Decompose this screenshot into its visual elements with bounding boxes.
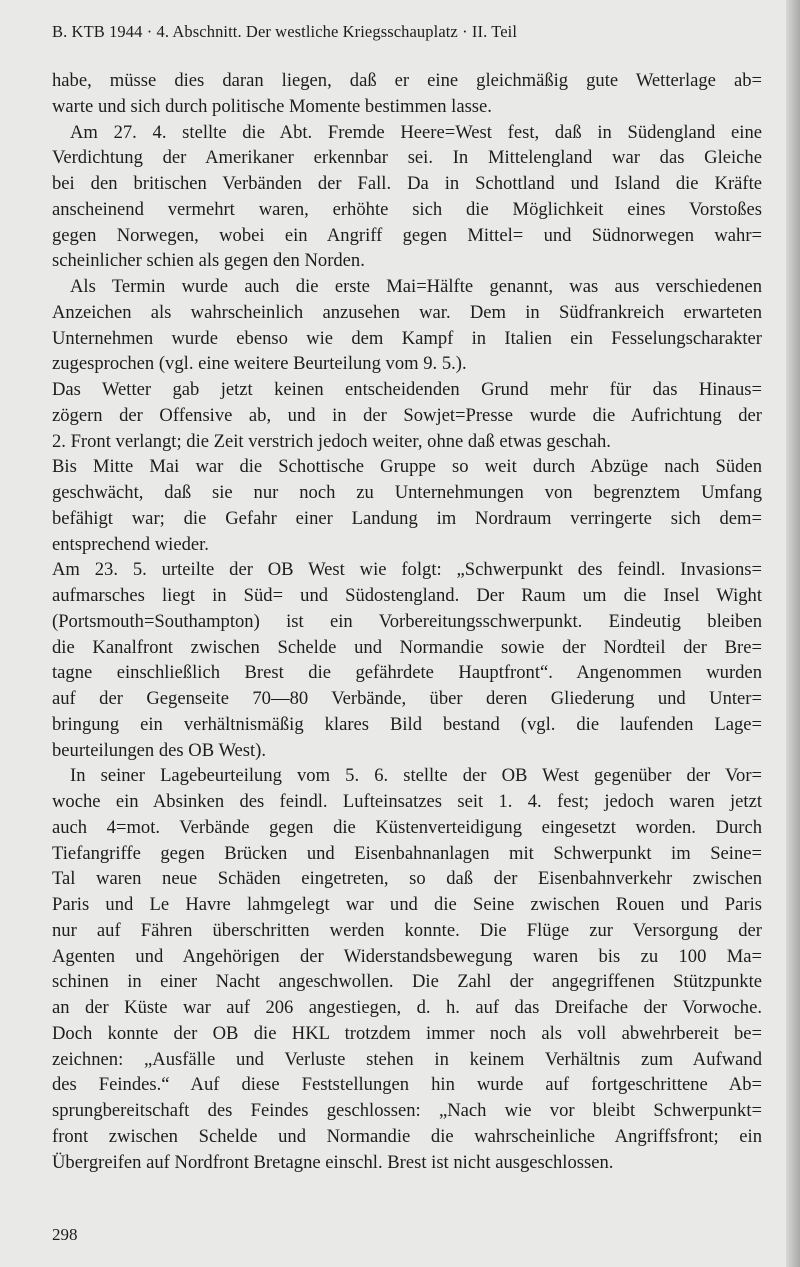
text-line: Bis Mitte Mai war die Schottische Gruppe so weit durch Abzüge nach Süden xyxy=(52,456,762,478)
body-text xyxy=(52,68,762,1175)
text-line: Verdichtung der Amerikaner erkennbar sei. In Mittelengland war das Gleiche xyxy=(52,147,762,169)
text-line: anscheinend vermehrt waren, erhöhte sich die Möglichkeit eines Vorstoßes xyxy=(52,198,762,220)
text-line: Unternehmen wurde ebenso wie dem Kampf in Italien ein Fesselungscharakter xyxy=(52,327,762,349)
text-line: befähigt war; die Gefahr einer Landung im Nordraum verringerte sich dem= xyxy=(52,507,762,529)
text-line: 2. Front verlangt; die Zeit verstrich jedoch weiter, ohne daß etwas geschah. xyxy=(52,430,611,452)
text-line: bei den britischen Verbänden der Fall. Da in Schottland und Island die Kräfte xyxy=(52,173,762,194)
text-line: Am 27. 4. stellte die Abt. Fremde Heere=West fest, daß in Südengland eine xyxy=(70,121,762,143)
text-line: Übergreifen auf Nordfront Bretagne einschl. Brest ist nicht ausgeschlossen. xyxy=(52,1151,614,1173)
page-edge-shadow xyxy=(786,0,800,1267)
paragraph xyxy=(52,763,762,1175)
text-line: geschwächt, daß sie nur noch zu Unternehmungen von begrenztem Umfang xyxy=(52,482,762,503)
text-line: Doch konnte der OB die HKL trotzdem immer noch als voll abwehrbereit be= xyxy=(52,1022,762,1044)
running-header: B. KTB 1944 · 4. Abschnitt. Der westliche Kriegsschauplatz · II. Teil xyxy=(52,22,518,41)
text-line: zugesprochen (vgl. eine weitere Beurteilung vom 9. 5.). xyxy=(52,353,467,375)
text-line: Tiefangriffe gegen Brücken und Eisenbahnanlagen mit Schwerpunkt im Seine= xyxy=(52,842,762,864)
text-line: gegen Norwegen, wobei ein Angriff gegen Mittel= und Südnorwegen wahr= xyxy=(52,224,762,246)
paragraph xyxy=(52,377,762,454)
page-number: 298 xyxy=(52,1225,78,1244)
paragraph xyxy=(52,274,762,377)
text-line: Paris und Le Havre lahmgelegt war und die Seine zwischen Rouen und Paris xyxy=(52,894,762,915)
text-line: aufmarsches liegt in Süd= und Südostengland. Der Raum um die Insel Wight xyxy=(52,585,762,606)
text-line: beurteilungen des OB West). xyxy=(52,739,267,761)
text-line: Als Termin wurde auch die erste Mai=Hälfte genannt, was aus verschiedenen xyxy=(70,276,762,297)
text-line: Am 23. 5. urteilte der OB West wie folgt: „Schwerpunkt des feindl. Invasions= xyxy=(52,559,762,581)
text-line: In seiner Lagebeurteilung vom 5. 6. stellte der OB West gegenüber der Vor= xyxy=(70,765,762,787)
text-line: zeichnen: „Ausfälle und Verluste stehen in keinem Verhältnis zum Aufwand xyxy=(52,1048,762,1070)
text-line: nur auf Fähren überschritten werden konnte. Die Flüge zur Versorgung der xyxy=(52,919,762,941)
text-line: sprungbereitschaft des Feindes geschlossen: „Nach wie vor bleibt Schwerpunkt= xyxy=(52,1100,762,1121)
text-line: auch 4=mot. Verbände gegen die Küstenverteidigung eingesetzt worden. Durch xyxy=(52,816,762,838)
text-line: woche ein Absinken des feindl. Lufteinsatzes seit 1. 4. fest; jedoch waren jetzt xyxy=(52,791,762,812)
paragraph xyxy=(52,68,762,120)
text-line: des Feindes.“ Auf diese Feststellungen hin wurde auf fortgeschrittene Ab= xyxy=(52,1074,762,1096)
text-line: warte und sich durch politische Momente bestimmen lasse. xyxy=(52,95,492,117)
text-line: zögern der Offensive ab, und in der Sowjet=Presse wurde die Aufrichtung der xyxy=(52,404,762,426)
text-line: habe, müsse dies daran liegen, daß er eine gleichmäßig gute Wetterlage ab= xyxy=(52,70,762,91)
text-line: (Portsmouth=Southampton) ist ein Vorbereitungsschwerpunkt. Eindeutig bleiben xyxy=(52,610,762,632)
paragraph xyxy=(52,120,762,275)
text-line: bringung ein verhältnismäßig klares Bild bestand (vgl. die laufenden Lage= xyxy=(52,713,762,735)
text-line: front zwischen Schelde und Normandie die wahrscheinliche Angriffsfront; ein xyxy=(52,1125,762,1147)
text-line: Das Wetter gab jetzt keinen entscheidenden Grund mehr für das Hinaus= xyxy=(52,379,762,400)
text-line: an der Küste war auf 206 angestiegen, d. h. auf das Dreifache der Vorwoche. xyxy=(52,997,762,1018)
paragraph xyxy=(52,454,762,557)
text-line: entsprechend wieder. xyxy=(52,533,209,555)
text-line: Tal waren neue Schäden eingetreten, so daß der Eisenbahnverkehr zwischen xyxy=(52,868,762,890)
text-line: Anzeichen als wahrscheinlich anzusehen war. Dem in Südfrankreich erwarteten xyxy=(52,301,762,323)
text-line: auf der Gegenseite 70—80 Verbände, über deren Gliederung und Unter= xyxy=(52,688,762,709)
text-line: scheinlicher schien als gegen den Norden. xyxy=(52,250,365,272)
paragraph xyxy=(52,557,762,763)
text-line: schinen in einer Nacht angeschwollen. Die Zahl der angegriffenen Stützpunkte xyxy=(52,971,762,993)
text-line: tagne einschließlich Brest die gefährdete Hauptfront“. Angenommen wurden xyxy=(52,662,762,684)
text-line: die Kanalfront zwischen Schelde und Normandie sowie der Nordteil der Bre= xyxy=(52,636,762,658)
text-line: Agenten und Angehörigen der Widerstandsbewegung waren bis zu 100 Ma= xyxy=(52,945,762,967)
